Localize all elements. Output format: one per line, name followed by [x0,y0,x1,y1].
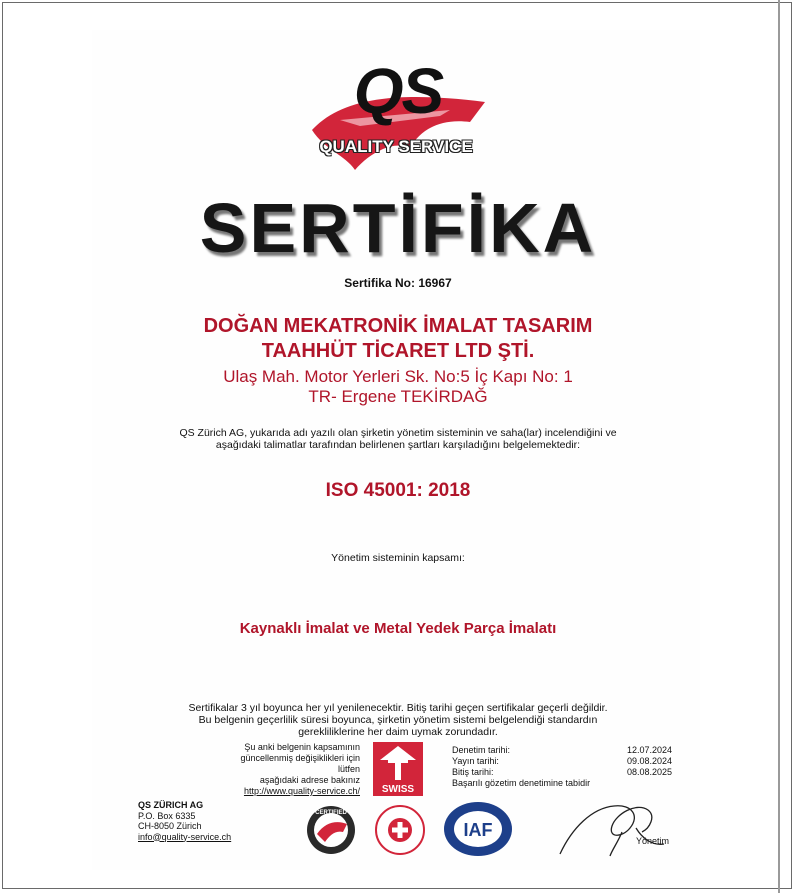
certificate-number: Sertifika No: 16967 [344,276,452,290]
issue-date-value: 09.08.2024 [626,756,672,766]
quality-service-tagline: QUALITY SERVICE [319,137,473,156]
certified-label: CERTIFIED [315,810,347,816]
standard-name: ISO 45001: 2018 [325,480,471,501]
issuer-city: CH-8050 Zürich [138,821,202,831]
surveillance-note: Başarılı gözetim denetimine tabidir [452,778,591,788]
check-note-line2: güncellenmiş değişiklikleri için lütfen [240,753,360,774]
website-link[interactable]: http://www.quality-service.ch/ [243,786,360,796]
statement-paragraph [0,427,796,451]
check-note-line3: aşağıdaki adrese bakınız [259,775,360,785]
scope-label: Yönetim sisteminin kapsamı: [331,552,465,564]
check-note-line1: Şu anki belgenin kapsamının [244,742,360,752]
expiry-date-value: 08.08.2025 [626,767,672,777]
issuer-address [138,800,258,842]
dates-block [452,745,672,789]
audit-date-value: 12.07.2024 [626,745,672,755]
document-title: SERTİFİKA [199,189,597,267]
validity-line2: Bu belgenin geçerlilik süresi boyunca, şirketin yönetim sistemi belgelendiği standardın [198,714,598,726]
date-row-audit [452,745,672,756]
company-name-line1: DOĞAN MEKATRONİK İMALAT TASARIM [203,315,593,337]
issuer-box: P.O. Box 6335 [138,810,196,821]
swiss-cross-seal-icon [374,804,426,856]
validity-paragraph [0,702,796,738]
issue-date-label: Yayın tarihi: [452,756,499,766]
signature-image [552,798,672,860]
audit-date-label: Denetim tarihi: [452,745,511,755]
expiry-date-label: Bitiş tarihi: [452,767,494,777]
statement-line1: QS Zürich AG, yukarıda adı yazılı olan şirketin yönetim sisteminin ve saha(lar) incelendiğini ve [179,427,617,439]
company-name-line2: TAAHHÜT TİCARET LTD ŞTİ. [261,340,535,362]
validity-line3: gerekliliklerine her daim uymak zorundadır. [298,726,498,738]
company-address-line2: TR- Ergene TEKİRDAĞ [308,387,488,406]
date-row-expiry [452,767,672,778]
statement-line2: aşağıdaki talimatlar tarafından belirlenen şartları karşıladığını belgelemektedir: [215,439,581,451]
iaf-seal-icon [442,800,514,858]
scope-text: Kaynaklı İmalat ve Metal Yedek Parça İmalatı [239,620,557,637]
iaf-label: IAF [463,820,493,840]
issuer-email[interactable]: info@quality-service.ch [138,831,232,842]
signature-label: Yönetim [636,836,670,846]
qs-logo-letters: QS [353,55,443,127]
date-row-issue [452,756,672,767]
company-address-line1: Ulaş Mah. Motor Yerleri Sk. No:5 İç Kapı No: 1 [223,367,573,386]
certified-seal-icon [305,804,357,856]
issuer-name: QS ZÜRICH AG [138,800,204,810]
check-note [220,742,360,797]
swiss-made-logo [373,742,423,796]
validity-line1: Sertifikalar 3 yıl boyunca her yıl yenilenecektir. Bitiş tarihi geçen sertifikalar geçerli değildir. [188,702,608,714]
swiss-label: SWISS [381,784,415,795]
